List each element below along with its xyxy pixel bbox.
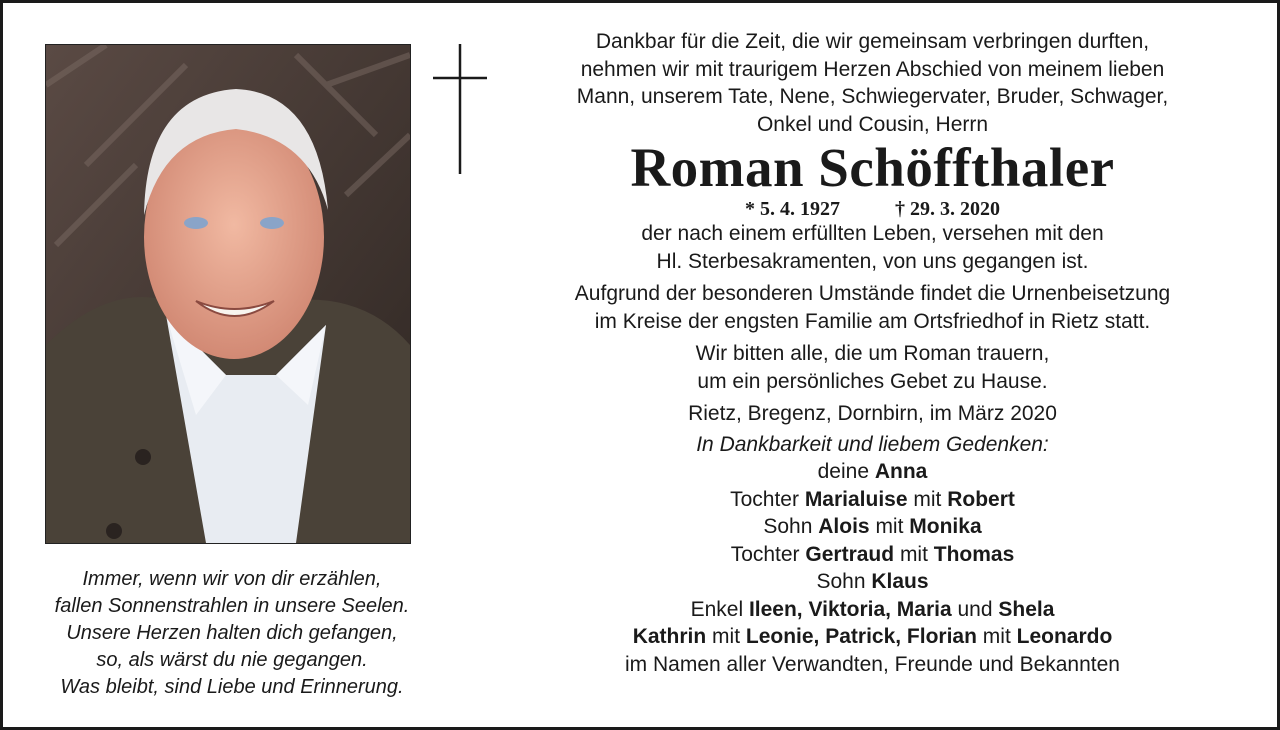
poem-line: so, als wärst du nie gegangen. <box>96 649 368 671</box>
life-paragraph: der nach einem erfüllten Leben, versehen mit den Hl. Sterbesakramenten, von uns gegangen ist. <box>641 222 1104 273</box>
family-line-closing: im Namen aller Verwandten, Freunde und Bekannten <box>625 652 1120 676</box>
family-line-daughter-2: Tochter Gertraud mit Thomas <box>730 542 1015 566</box>
life-dates <box>495 198 1250 220</box>
signoff: In Dankbarkeit und liebem Gedenken: <box>696 432 1049 456</box>
family-line-grandchildren: Enkel Ileen, Viktoria, Maria und Shela <box>690 597 1055 621</box>
portrait-photo <box>45 44 411 544</box>
deceased-name: Roman Schöffthaler <box>630 137 1115 198</box>
obituary-text <box>495 28 1250 678</box>
family-line-son-2: Sohn Klaus <box>816 570 929 593</box>
place-and-date: Rietz, Bregenz, Dornbirn, im März 2020 <box>688 402 1057 425</box>
poem-line: Unsere Herzen halten dich gefangen, <box>66 622 398 644</box>
family-line-daughter-1: Tochter Marialuise mit Robert <box>730 487 1015 511</box>
poem-line: Was bleibt, sind Liebe und Erinnerung. <box>60 676 404 698</box>
birth-date: * 5. 4. 1927 <box>745 198 840 220</box>
family-line-son-1: Sohn Alois mit Monika <box>763 515 982 538</box>
cross-icon <box>430 44 490 174</box>
prayer-request: Wir bitten alle, die um Roman trauern, um ein persönliches Gebet zu Hause. <box>695 342 1050 393</box>
funeral-notice: Aufgrund der besonderen Umstände findet die Urnenbeisetzung im Kreise der engsten Familie am Ortsfriedhof in Rietz statt. <box>574 282 1171 333</box>
family-line-great-grandchildren: Kathrin mit Leonie, Patrick, Florian mit Leonardo <box>632 625 1113 648</box>
death-date: † 29. 3. 2020 <box>895 198 1000 220</box>
poem-line: fallen Sonnenstrahlen in unsere Seelen. <box>54 595 410 617</box>
intro-text: Dankbar für die Zeit, die wir gemeinsam verbringen durften, nehmen wir mit traurigem Herzen Abschied von meinem lieben Mann, unserem Tate, Nene, Schwiegervater, Bruder, Schwager, Onkel und Cousin, Herrn <box>576 30 1169 136</box>
family-line-wife: deine Anna <box>817 460 928 483</box>
family-list <box>495 458 1250 678</box>
poem-line: Immer, wenn wir von dir erzählen, <box>82 568 382 590</box>
memorial-poem <box>22 566 442 701</box>
